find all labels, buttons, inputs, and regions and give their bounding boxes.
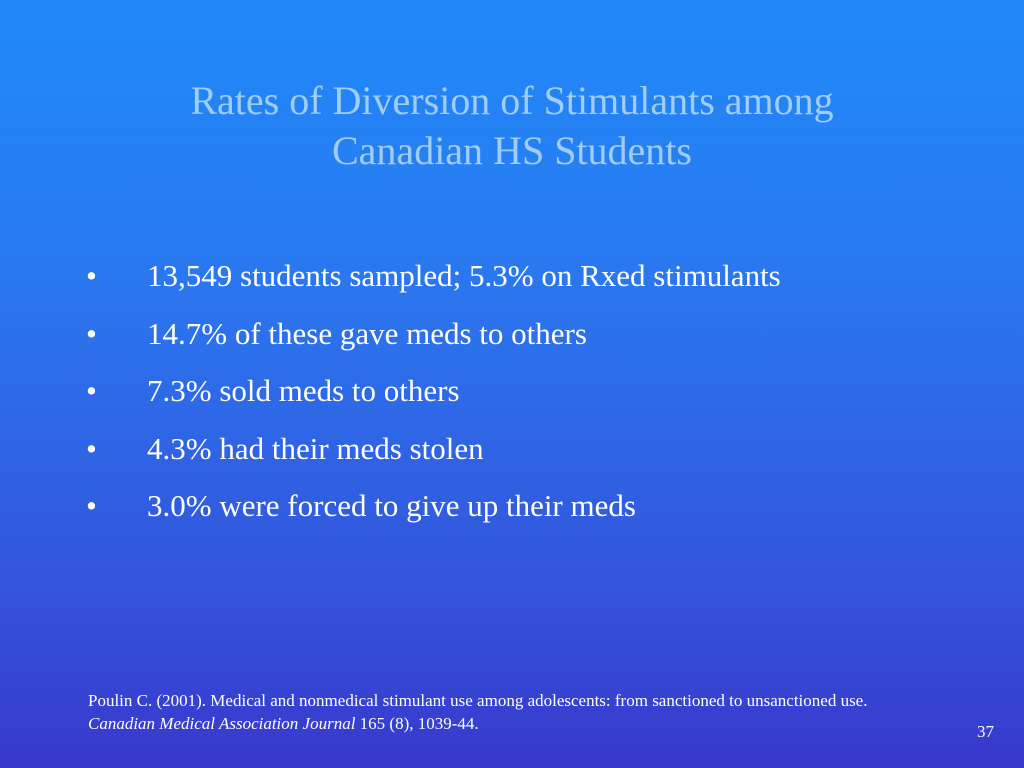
bullet-mark: • xyxy=(86,488,97,523)
bullet-text: 3.0% were forced to give up their meds xyxy=(147,488,636,523)
bullet-mark: • xyxy=(86,430,97,466)
citation-text: Poulin C. (2001). Medical and nonmedical stimulant use among adolescents: from sanctioned to unsanctioned use. xyxy=(88,691,868,710)
bullet-item xyxy=(86,316,986,374)
slide-title xyxy=(62,76,962,176)
bullet-item xyxy=(86,488,986,546)
bullet-item xyxy=(86,258,986,316)
bullet-text: 14.7% of these gave meds to others xyxy=(147,315,587,351)
bullet-item xyxy=(86,373,986,431)
slide-title-line-1: Rates of Diversion of Stimulants among xyxy=(190,78,834,123)
bullet-item xyxy=(86,431,986,489)
slide-title-line-2: Canadian HS Students xyxy=(332,128,692,173)
citation-journal: Canadian Medical Association Journal xyxy=(88,714,356,733)
citation xyxy=(88,689,908,735)
page-number: 37 xyxy=(977,722,994,741)
citation-volume: 165 (8), 1039-44. xyxy=(355,714,479,733)
bullet-mark: • xyxy=(86,315,97,351)
bullet-mark: • xyxy=(86,258,97,293)
bullet-list xyxy=(86,258,986,546)
bullet-text: 4.3% had their meds stolen xyxy=(147,430,484,466)
bullet-text: 13,549 students sampled; 5.3% on Rxed stimulants xyxy=(147,258,781,293)
bullet-mark: • xyxy=(86,373,97,408)
bullet-text: 7.3% sold meds to others xyxy=(147,373,460,408)
